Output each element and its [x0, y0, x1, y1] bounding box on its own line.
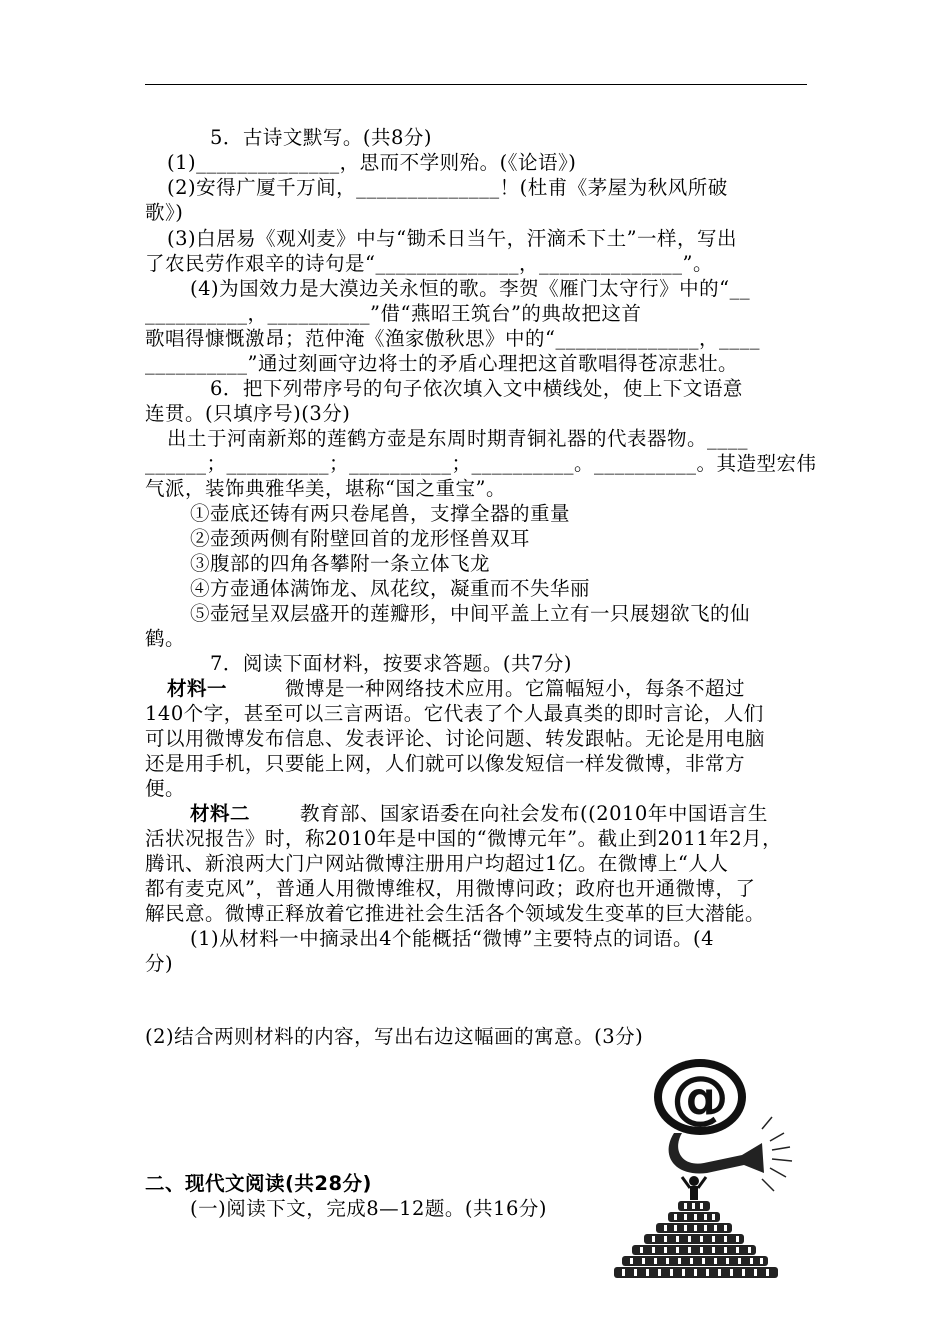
q6-passage-2: ______；__________；__________；__________。__________。其造型宏伟	[145, 452, 817, 475]
q7-material-2-c: 腾讯、新浪两大门户网站微博注册用户均超过1亿。在微博上“人人	[145, 852, 729, 875]
section-2-subtitle: (一)阅读下文，完成8—12题。(共16分)	[190, 1197, 547, 1220]
q6-option-3: ③腹部的四角各攀附一条立体飞龙	[190, 552, 491, 575]
q6-passage-1: 出土于河南新郑的莲鹤方壶是东周时期青铜礼器的代表器物。____	[167, 427, 749, 450]
q7-material-2-e: 解民意。微博正释放着它推进社会生活各个领域发生变革的巨大潜能。	[145, 902, 766, 925]
q6-option-4: ④方壶通体满饰龙、凤花纹，凝重而不失华丽	[190, 577, 591, 600]
section-2-title: 二、现代文阅读(共28分)	[145, 1172, 372, 1195]
q6-option-5a: ⑤壶冠呈双层盛开的莲瓣形，中间平盖上立有一只展翅欲飞的仙	[190, 602, 751, 625]
q7-title: 7．阅读下面材料，按要求答题。(共7分)	[210, 652, 573, 675]
q7-sub-1b: 分)	[145, 952, 174, 975]
q6-passage-3: 气派，装饰典雅华美，堪称“国之重宝”。	[145, 477, 506, 500]
horn-icon	[669, 1133, 764, 1173]
q5-line-4a: (4)为国效力是大漠边关永恒的歌。李贺《雁门太守行》中的“__	[190, 277, 751, 300]
q5-line-2a: (2)安得广厦千万间，______________！(杜甫《茅屋为秋风所破	[167, 176, 728, 199]
q5-line-3a: (3)白居易《观刈麦》中与“锄禾日当午，汗滴禾下土”一样，写出	[167, 227, 738, 250]
q7-material-1-e: 便。	[145, 777, 186, 800]
q6-option-2: ②壶颈两侧有附壁回首的龙形怪兽双耳	[190, 527, 531, 550]
q5-line-3b: 了农民劳作艰辛的诗句是“______________，______________”。	[145, 252, 713, 275]
q7-material-2-b: 活状况报告》时，称2010年是中国的“微博元年”。截止到2011年2月，	[145, 827, 783, 850]
q6-title-2: 连贯。(只填序号)(3分)	[145, 402, 351, 425]
weibo-illustration	[612, 1055, 812, 1280]
q7-material-1-b: 140个字，甚至可以三言两语。它代表了个人最真类的即时言论，人们	[145, 702, 764, 725]
human-pyramid-icon	[614, 1201, 778, 1278]
at-symbol-icon: @	[671, 1063, 729, 1131]
q5-line-2b: 歌》)	[145, 201, 184, 224]
q7-material-2-label: 材料二	[190, 802, 251, 825]
q7-material-1-c: 可以用微博发布信息、发表评论、讨论问题、转发跟帖。无论是用电脑	[145, 727, 766, 750]
q7-sub-2: (2)结合两则材料的内容，写出右边这幅画的寓意。(3分)	[145, 1025, 644, 1048]
q5-line-1: (1)______________，思而不学则殆。(《论语》)	[167, 151, 577, 174]
header-rule	[145, 84, 807, 85]
q7-material-2-d: 都有麦克风”，普通人用微博维权，用微博问政；政府也开通微博，了	[145, 877, 756, 900]
q7-material-1-d: 还是用手机，只要能上网，人们就可以像发短信一样发微博，非常方	[145, 752, 746, 775]
q7-material-1-label: 材料一	[167, 677, 228, 700]
q6-option-1: ①壶底还铸有两只卷尾兽，支撑全器的重量	[190, 502, 571, 525]
q6-title: 6．把下列带序号的句子依次填入文中横线处，使上下文语意	[210, 377, 743, 400]
q6-option-5b: 鹤。	[145, 627, 186, 650]
q7-material-2-a: 教育部、国家语委在向社会发布((2010年中国语言生	[300, 802, 768, 825]
q5-line-4b: __________，__________”借“燕昭王筑台”的典故把这首	[145, 302, 642, 325]
q5-line-4d: __________”通过刻画守边将士的矛盾心理把这首歌唱得苍凉悲壮。	[145, 352, 738, 375]
q5-line-4c: 歌唱得慷慨激昂；范仲淹《渔家傲秋思》中的“______________，____	[145, 327, 760, 350]
sound-rays-icon	[762, 1117, 792, 1191]
top-figure-icon	[682, 1176, 706, 1200]
q5-title: 5．古诗文默写。(共8分)	[210, 126, 433, 149]
q7-material-1-a: 微博是一种网络技术应用。它篇幅短小，每条不超过	[285, 677, 746, 700]
q7-sub-1a: (1)从材料一中摘录出4个能概括“微博”主要特点的词语。(4	[190, 927, 714, 950]
